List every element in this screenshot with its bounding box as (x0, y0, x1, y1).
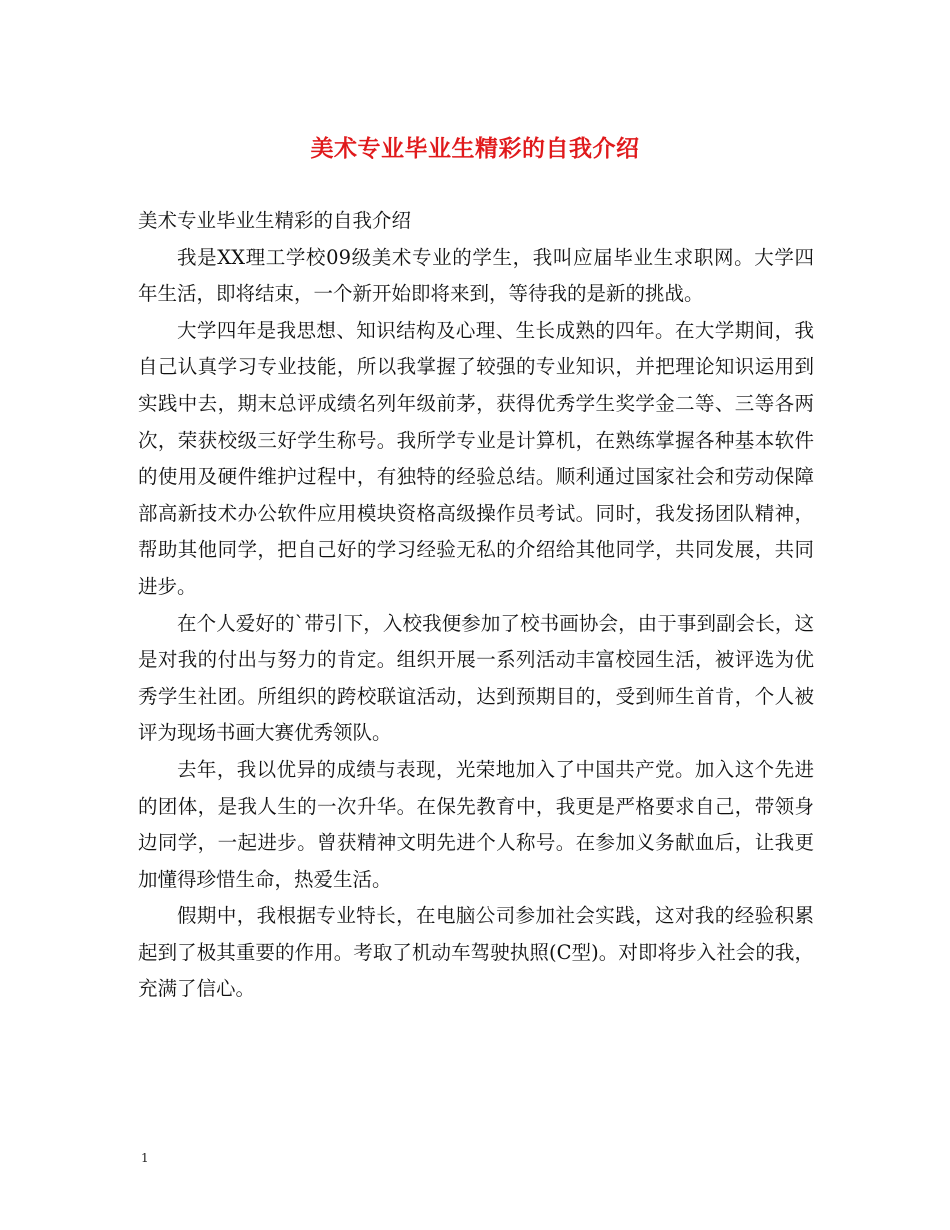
paragraph-intro: 我是XX理工学校09级美术专业的学生，我叫应届毕业生求职网。大学四年生活，即将结束，一个新开始即将来到，等待我的是新的挑战。 (138, 245, 814, 306)
page-title: 美术专业毕业生精彩的自我介绍 (310, 135, 640, 162)
paragraph-university: 大学四年是我思想、知识结构及心理、生长成熟的四年。在大学期间，我自己认真学习专业技能，所以我掌握了较强的专业知识，并把理论知识运用到实践中去，期末总评成绩名列年级前茅，获得优秀学生奖学金二等、三等各两次，荣获校级三好学生称号。我所学专业是计算机，在熟练掌握各种基本软件的使用及硬件维护过程中，有独特的经验总结。顺利通过国家社会和劳动保障部高新技术办公软件应用模块资格高级操作员考试。同时，我发扬团队精神，帮助其他同学，把自己好的学习经验无私的介绍给其他同学，共同发展，共同进步。 (138, 318, 814, 598)
paragraph-hobby: 在个人爱好的`带引下，入校我便参加了校书画协会，由于事到副会长，这是对我的付出与努力的肯定。组织开展一系列活动丰富校园生活，被评选为优秀学生社团。所组织的跨校联谊活动，达到预期目的，受到师生首肯，个人被评为现场书画大赛优秀领队。 (138, 611, 814, 745)
paragraph-party: 去年，我以优异的成绩与表现，光荣地加入了中国共产党。加入这个先进的团体，是我人生的一次升华。在保先教育中，我更是严格要求自己，带领身边同学，一起进步。曾获精神文明先进个人称号。在参加义务献血后，让我更加懂得珍惜生命，热爱生活。 (138, 757, 814, 891)
lead-line: 美术专业毕业生精彩的自我介绍 (138, 209, 412, 232)
page-number: 1 (141, 1151, 149, 1165)
paragraph-vacation: 假期中，我根据专业特长，在电脑公司参加社会实践，这对我的经验积累起到了极其重要的作用。考取了机动车驾驶执照(C型)。对即将步入社会的我，充满了信心。 (138, 904, 814, 1001)
document-body (138, 203, 814, 1008)
